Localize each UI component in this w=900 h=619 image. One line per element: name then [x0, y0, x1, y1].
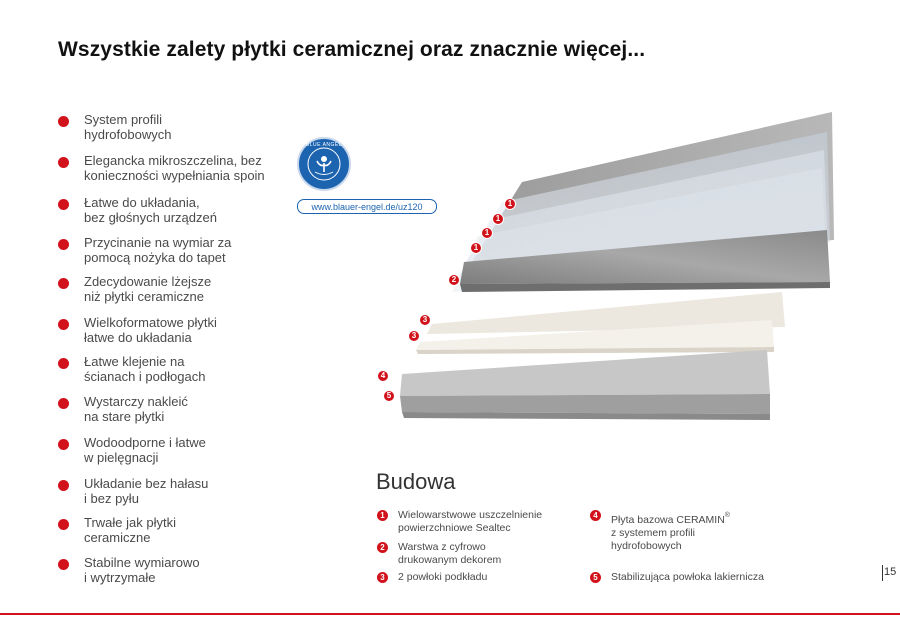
registered-mark: ® — [724, 512, 730, 519]
feature-text: Wielkoformatowe płytki łatwe do układania — [84, 315, 217, 345]
layer-marker: 3 — [419, 314, 431, 326]
legend-number: 2 — [377, 542, 388, 553]
legend-text: Wielowarstwowe uszczelnienie powierzchniowe Sealtec — [398, 509, 543, 534]
layer-marker: 1 — [504, 198, 516, 210]
section-title: Budowa — [376, 469, 456, 494]
bullet-icon — [58, 116, 69, 127]
feature-text: Układanie bez hałasu i bez pyłu — [84, 476, 209, 506]
feature-text: Wystarczy nakleić na stare płytki — [84, 394, 188, 424]
bullet-icon — [58, 439, 69, 450]
layer-illustration — [372, 112, 837, 442]
footer-accent-line — [0, 613, 900, 615]
bullet-icon — [58, 519, 69, 530]
feature-text: Łatwe klejenie na ścianach i podłogach — [84, 354, 206, 384]
feature-text: Zdecydowanie lżejsze niż płytki ceramiczne — [84, 274, 212, 304]
bullet-icon — [58, 199, 69, 210]
bullet-icon — [58, 358, 69, 369]
page-number: 15 — [884, 566, 897, 578]
legend-text-line: Płyta bazowa CERAMIN — [611, 514, 725, 526]
logo-url: www.blauer-engel.de/uz120 — [297, 199, 437, 214]
feature-text: Przycinanie na wymiar za pomocą nożyka do tapet — [84, 235, 232, 265]
blue-angel-logo — [297, 137, 351, 191]
layer-marker: 1 — [481, 227, 493, 239]
legend-number: 3 — [377, 572, 388, 583]
feature-text: Trwałe jak płytki ceramiczne — [84, 515, 176, 545]
base-board-edge — [400, 394, 770, 414]
layer-marker: 1 — [470, 242, 482, 254]
feature-text: Elegancka mikroszczelina, bez konieczności wypełniania spoin — [84, 153, 265, 183]
bullet-icon — [58, 319, 69, 330]
bullet-icon — [58, 480, 69, 491]
layer-marker: 3 — [408, 330, 420, 342]
feature-text: Wodoodporne i łatwe w pielęgnacji — [84, 435, 206, 465]
base-board — [400, 350, 770, 396]
legend-text — [611, 509, 730, 553]
layer-marker: 1 — [492, 213, 504, 225]
feature-text: System profili hydrofobowych — [84, 112, 172, 142]
bullet-icon — [58, 239, 69, 250]
legend-number: 5 — [590, 572, 601, 583]
feature-text: Łatwe do układania, bez głośnych urządzeń — [84, 195, 217, 225]
legend-number: 4 — [590, 510, 601, 521]
legend-text: Warstwa z cyfrowo drukowanym dekorem — [398, 541, 502, 566]
page-title: Wszystkie zalety płytki ceramicznej oraz znacznie więcej... — [58, 38, 646, 61]
layer-stack-graphic — [372, 112, 837, 442]
layer-marker: 4 — [377, 370, 389, 382]
bullet-icon — [58, 278, 69, 289]
layer-marker: 2 — [448, 274, 460, 286]
legend-text: Stabilizująca powłoka lakiernicza — [611, 571, 764, 583]
bullet-icon — [58, 559, 69, 570]
blue-angel-emblem-icon — [299, 139, 349, 189]
legend-number: 1 — [377, 510, 388, 521]
logo-ring-text: BLUE ANGEL — [305, 142, 343, 148]
layer-marker: 5 — [383, 390, 395, 402]
page-number-divider — [882, 565, 883, 581]
feature-text: Stabilne wymiarowo i wytrzymałe — [84, 555, 200, 585]
legend-text: 2 powłoki podkładu — [398, 571, 488, 583]
legend-text-line: z systemem profili hydrofobowych — [611, 527, 696, 552]
bullet-icon — [58, 157, 69, 168]
bullet-icon — [58, 398, 69, 409]
